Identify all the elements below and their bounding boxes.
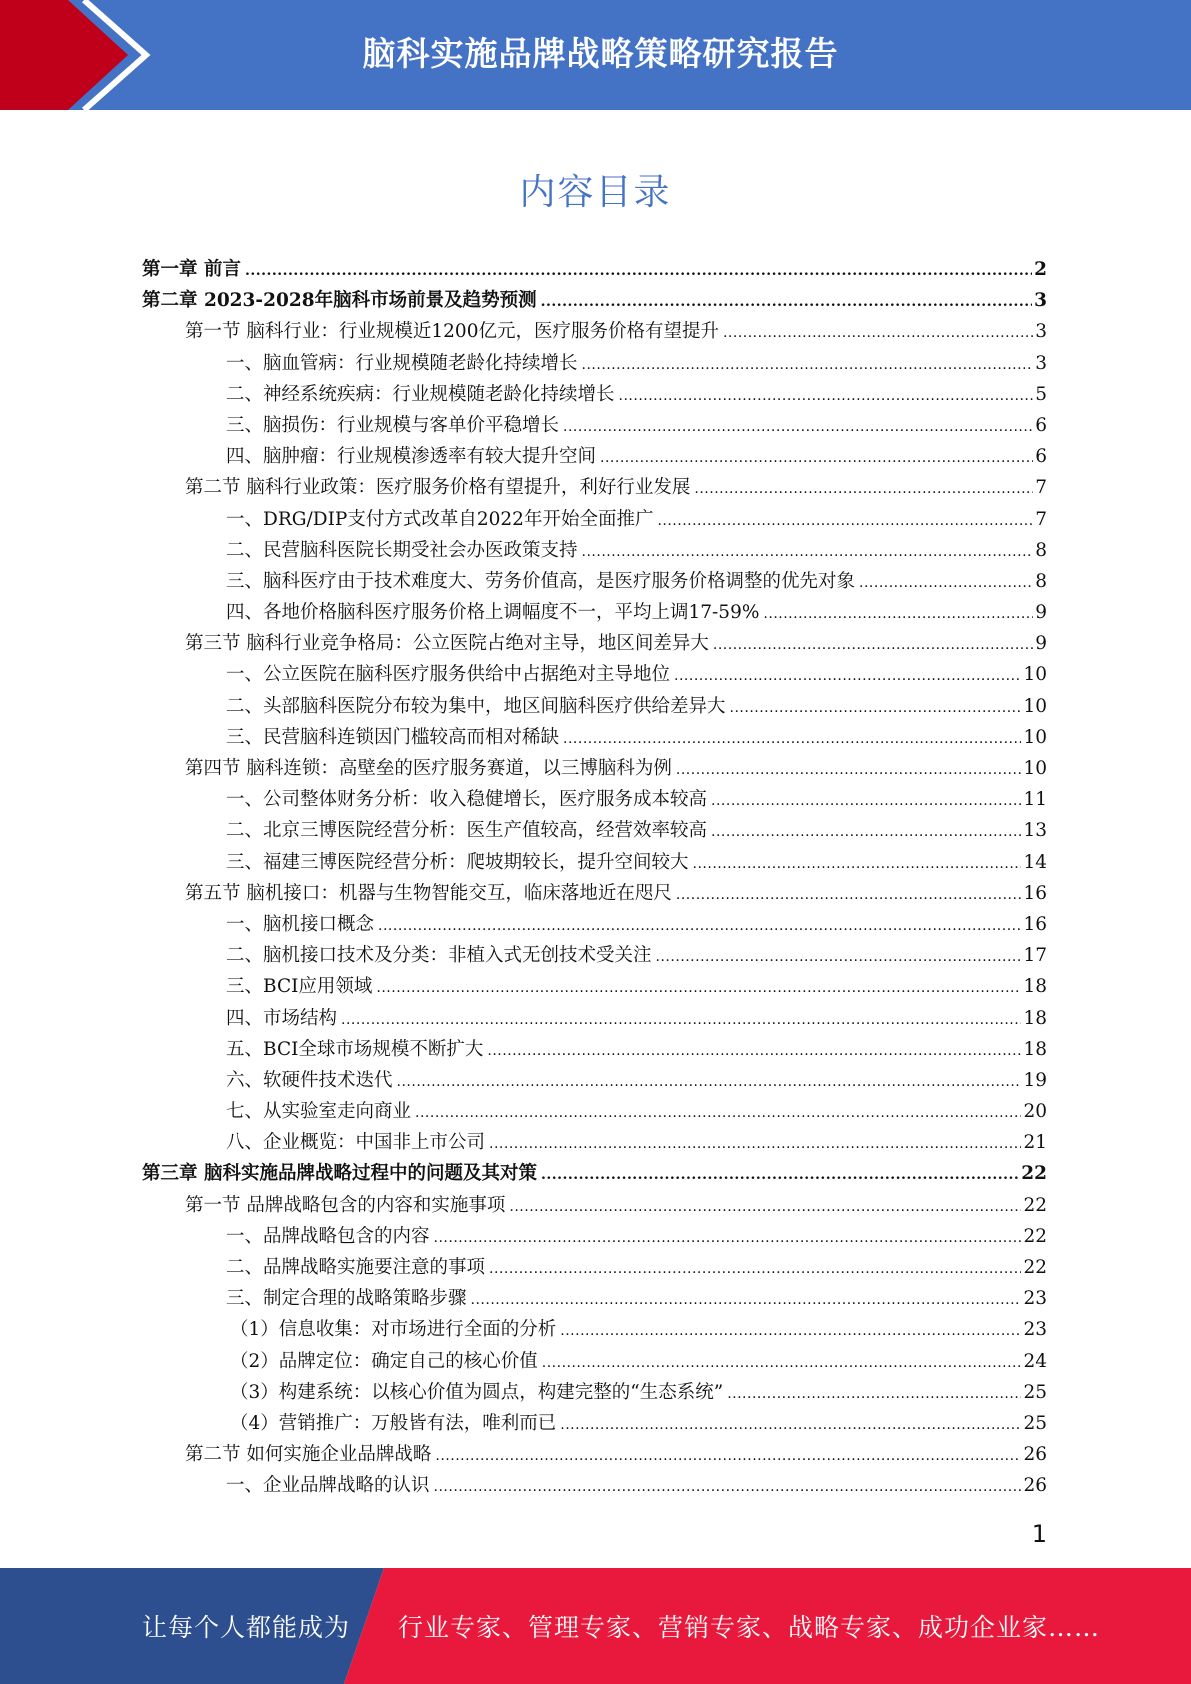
toc-leader-dots [435,1441,1021,1472]
toc-entry[interactable] [142,628,1047,659]
toc-leader-dots [489,1129,1021,1160]
toc-entry-title: 第三节 脑科行业竞争格局：公立医院占绝对主导，地区间差异大 [185,633,709,655]
toc-leader-dots [509,1192,1021,1223]
toc-entry-page: 22 [1023,1194,1047,1216]
toc-entry[interactable] [142,815,1047,846]
toc-leader-dots [397,1067,1022,1098]
toc-entry[interactable] [142,940,1047,971]
toc-entry-page: 10 [1023,726,1047,748]
toc-leader-dots [378,911,1021,942]
toc-entry-title: 三、BCI应用领域 [226,976,373,998]
toc-entry-page: 23 [1023,1288,1047,1310]
toc-entry-page: 8 [1035,570,1047,592]
toc-entry-page: 10 [1023,758,1047,779]
toc-leader-dots [730,693,1022,724]
toc-entry-title: 三、民营脑科连锁因门槛较高而相对稀缺 [226,726,560,748]
toc-entry-title: 四、各地价格脑科医疗服务价格上调幅度不一，平均上调17-59% [226,602,760,624]
toc-entry-title: （2）品牌定位：确定自己的核心价值 [230,1350,538,1372]
toc-entry-page: 26 [1023,1475,1047,1497]
header-bar [0,0,1191,110]
toc-leader-dots [560,1316,1021,1347]
toc-leader-dots [541,287,1033,318]
toc-entry-page: 3 [1035,352,1047,374]
toc-entry-page: 10 [1023,695,1047,717]
toc-entry-title: 七、从实验室走向商业 [226,1101,412,1123]
toc-entry[interactable] [142,971,1047,1002]
toc-entry-title: 一、DRG/DIP支付方式改革自2022年开始全面推广 [226,508,654,530]
toc-entry[interactable] [142,909,1047,940]
toc-entry[interactable] [142,1252,1047,1283]
toc-entry-title: 一、公司整体财务分析：收入稳健增长，医疗服务成本较高 [226,789,708,811]
toc-entry-title: 二、神经系统疾病：行业规模随老龄化持续增长 [226,383,615,405]
toc-entry-title: 第五节 脑机接口：机器与生物智能交互，临床落地近在咫尺 [185,882,672,904]
toc-entry-title: 一、品牌战略包含的内容 [226,1225,430,1247]
toc-entry-page: 21 [1023,1132,1047,1154]
toc-entry[interactable] [142,316,1047,347]
toc-entry-page: 6 [1035,414,1047,436]
toc-entry[interactable] [142,348,1047,379]
toc-entry[interactable] [142,1439,1047,1470]
toc-leader-dots [471,1285,1022,1316]
toc-entry-page: 5 [1035,383,1047,405]
toc-entry-page: 9 [1035,602,1047,624]
toc-entry[interactable] [142,1221,1047,1252]
toc-entry-page: 14 [1023,851,1047,873]
toc-entry[interactable] [142,659,1047,690]
toc-entry-title: 四、市场结构 [226,1007,338,1029]
footer-slogan-right: 行业专家、管理专家、营销专家、战略专家、成功企业家…… [398,1613,1101,1642]
toc-heading: 内容目录 [519,172,672,213]
toc-entry[interactable] [142,1034,1047,1065]
toc-entry-page: 23 [1023,1319,1047,1341]
toc-leader-dots [560,1410,1021,1441]
toc-entry[interactable] [142,753,1047,784]
toc-entry-title: 一、脑血管病：行业规模随老龄化持续增长 [226,352,578,374]
toc-entry-title: 第一节 品牌战略包含的内容和实施事项 [185,1194,506,1216]
toc-leader-dots [693,849,1022,880]
toc-leader-dots [674,661,1021,692]
toc-entry[interactable] [142,1377,1047,1408]
toc-leader-dots [376,973,1021,1004]
report-title: 脑科实施品牌战略策略研究报告 [362,34,839,73]
toc-entry[interactable] [142,1158,1047,1189]
toc-entry-title: 第四节 脑科连锁：高壁垒的医疗服务赛道，以三博脑科为例 [185,758,672,779]
toc-entry-page: 18 [1023,1038,1047,1060]
toc-entry-page: 24 [1023,1350,1047,1372]
toc-entry-title: 二、脑机接口技术及分类：非植入式无创技术受关注 [226,945,652,967]
toc-leader-dots [723,318,1033,349]
toc-entry[interactable] [142,1408,1047,1439]
toc-entry[interactable] [142,285,1047,316]
toc-entry[interactable] [142,472,1047,503]
toc-entry-page: 22 [1023,1225,1047,1247]
toc-entry-title: 二、头部脑科医院分布较为集中，地区间脑科医疗供给差异大 [226,695,726,717]
toc-entry[interactable] [142,1003,1047,1034]
toc-leader-dots [582,537,1034,568]
toc-entry-title: （3）构建系统：以核心价值为圆点，构建完整的“生态系统” [230,1381,724,1403]
toc-leader-dots [694,474,1033,505]
toc-entry[interactable] [142,1190,1047,1221]
toc-entry-title: 一、企业品牌战略的认识 [226,1475,430,1497]
toc-entry-page: 6 [1035,446,1047,468]
toc-entry-title: 四、脑肿瘤：行业规模渗透率有较大提升空间 [226,446,597,468]
toc-leader-dots [676,755,1022,786]
table-of-contents [142,254,1047,1502]
toc-entry-title: （4）营销推广：万般皆有法，唯利而已 [230,1412,557,1434]
toc-entry[interactable] [142,1127,1047,1158]
toc-entry-title: （1）信息收集：对市场进行全面的分析 [230,1319,557,1341]
toc-leader-dots [341,1005,1021,1036]
toc-entry-title: 二、品牌战略实施要注意的事项 [226,1257,486,1278]
toc-entry-title: 一、公立医院在脑科医疗服务供给中占据绝对主导地位 [226,664,671,686]
toc-entry-page: 19 [1023,1069,1047,1091]
toc-entry-page: 22 [1023,1257,1047,1278]
toc-entry[interactable] [142,535,1047,566]
toc-entry[interactable] [142,1346,1047,1377]
toc-entry-title: 三、制定合理的战略策略步骤 [226,1288,467,1310]
toc-leader-dots [600,443,1033,474]
toc-entry-page: 9 [1035,633,1047,655]
toc-entry[interactable] [142,722,1047,753]
toc-entry[interactable] [142,379,1047,410]
footer-banner [0,1568,1191,1684]
toc-entry-title: 六、软硬件技术迭代 [226,1069,393,1091]
toc-leader-dots [711,817,1021,848]
toc-entry-page: 7 [1035,477,1047,499]
toc-entry-title: 第一章 前言 [142,259,241,280]
toc-entry[interactable] [142,254,1047,285]
toc-entry-page: 7 [1035,508,1047,530]
toc-entry-page: 25 [1023,1381,1047,1403]
toc-entry-title: 二、北京三博医院经营分析：医生产值较高，经营效率较高 [226,820,708,842]
toc-leader-dots [434,1223,1022,1254]
toc-entry[interactable] [142,847,1047,878]
toc-entry[interactable] [142,597,1047,628]
toc-entry-title: 三、福建三博医院经营分析：爬坡期较长，提升空间较大 [226,851,689,873]
page-number: 1 [1031,1520,1047,1548]
toc-entry-title: 八、企业概览：中国非上市公司 [226,1132,486,1154]
toc-entry-title: 二、民营脑科医院长期受社会办医政策支持 [226,539,578,561]
toc-leader-dots [656,942,1022,973]
toc-entry-page: 3 [1035,321,1047,343]
toc-leader-dots [415,1098,1021,1129]
toc-leader-dots [542,1348,1022,1379]
toc-leader-dots [582,350,1034,381]
toc-entry-title: 第二节 如何实施企业品牌战略 [185,1444,432,1466]
toc-leader-dots [727,1379,1021,1410]
toc-entry[interactable] [142,1470,1047,1501]
toc-leader-dots [489,1254,1021,1285]
footer-slogan-left: 让每个人都能成为 [142,1613,351,1642]
toc-leader-dots [713,630,1033,661]
toc-entry[interactable] [142,441,1047,472]
toc-entry-page: 13 [1023,820,1047,842]
toc-leader-dots [541,1160,1019,1191]
toc-entry-title: 第二节 脑科行业政策：医疗服务价格有望提升，利好行业发展 [185,477,691,499]
toc-entry[interactable] [142,1065,1047,1096]
toc-entry[interactable] [142,1283,1047,1314]
toc-entry-page: 16 [1023,913,1047,935]
toc-entry-page: 25 [1023,1412,1047,1434]
toc-leader-dots [763,599,1033,630]
toc-entry-page: 26 [1023,1444,1047,1466]
toc-leader-dots [563,412,1033,443]
toc-entry[interactable] [142,1314,1047,1345]
toc-entry-page: 10 [1023,664,1047,686]
toc-leader-dots [859,568,1033,599]
toc-entry-page: 22 [1021,1163,1047,1185]
toc-leader-dots [487,1036,1021,1067]
toc-entry-title: 第一节 脑科行业：行业规模近1200亿元，医疗服务价格有望提升 [185,321,719,343]
toc-entry-page: 16 [1023,882,1047,904]
toc-leader-dots [245,256,1032,287]
toc-entry-page: 18 [1023,1007,1047,1029]
toc-entry-title: 第二章 2023-2028年脑科市场前景及趋势预测 [142,290,537,312]
toc-entry-page: 18 [1023,976,1047,998]
toc-entry-page: 20 [1023,1101,1047,1123]
toc-leader-dots [657,506,1033,537]
toc-leader-dots [619,381,1034,412]
toc-entry-page: 17 [1023,945,1047,967]
toc-entry[interactable] [142,784,1047,815]
toc-entry-page: 8 [1035,539,1047,561]
toc-entry-title: 一、脑机接口概念 [226,913,375,935]
toc-entry-page: 3 [1034,290,1047,312]
toc-leader-dots [434,1472,1022,1503]
toc-entry[interactable] [142,566,1047,597]
toc-entry-page: 11 [1023,789,1047,811]
toc-leader-dots [563,724,1021,755]
toc-entry-title: 三、脑损伤：行业规模与客单价平稳增长 [226,414,560,436]
toc-entry[interactable] [142,410,1047,441]
toc-entry-title: 五、BCI全球市场规模不断扩大 [226,1038,484,1060]
toc-entry-title: 第三章 脑科实施品牌战略过程中的问题及其对策 [142,1163,537,1185]
toc-entry[interactable] [142,504,1047,535]
toc-entry[interactable] [142,1096,1047,1127]
toc-leader-dots [676,880,1022,911]
toc-entry-page: 2 [1034,259,1047,280]
toc-entry[interactable] [142,691,1047,722]
toc-leader-dots [711,786,1021,817]
toc-entry[interactable] [142,878,1047,909]
toc-entry-title: 三、脑科医疗由于技术难度大、劳务价值高，是医疗服务价格调整的优先对象 [226,570,856,592]
